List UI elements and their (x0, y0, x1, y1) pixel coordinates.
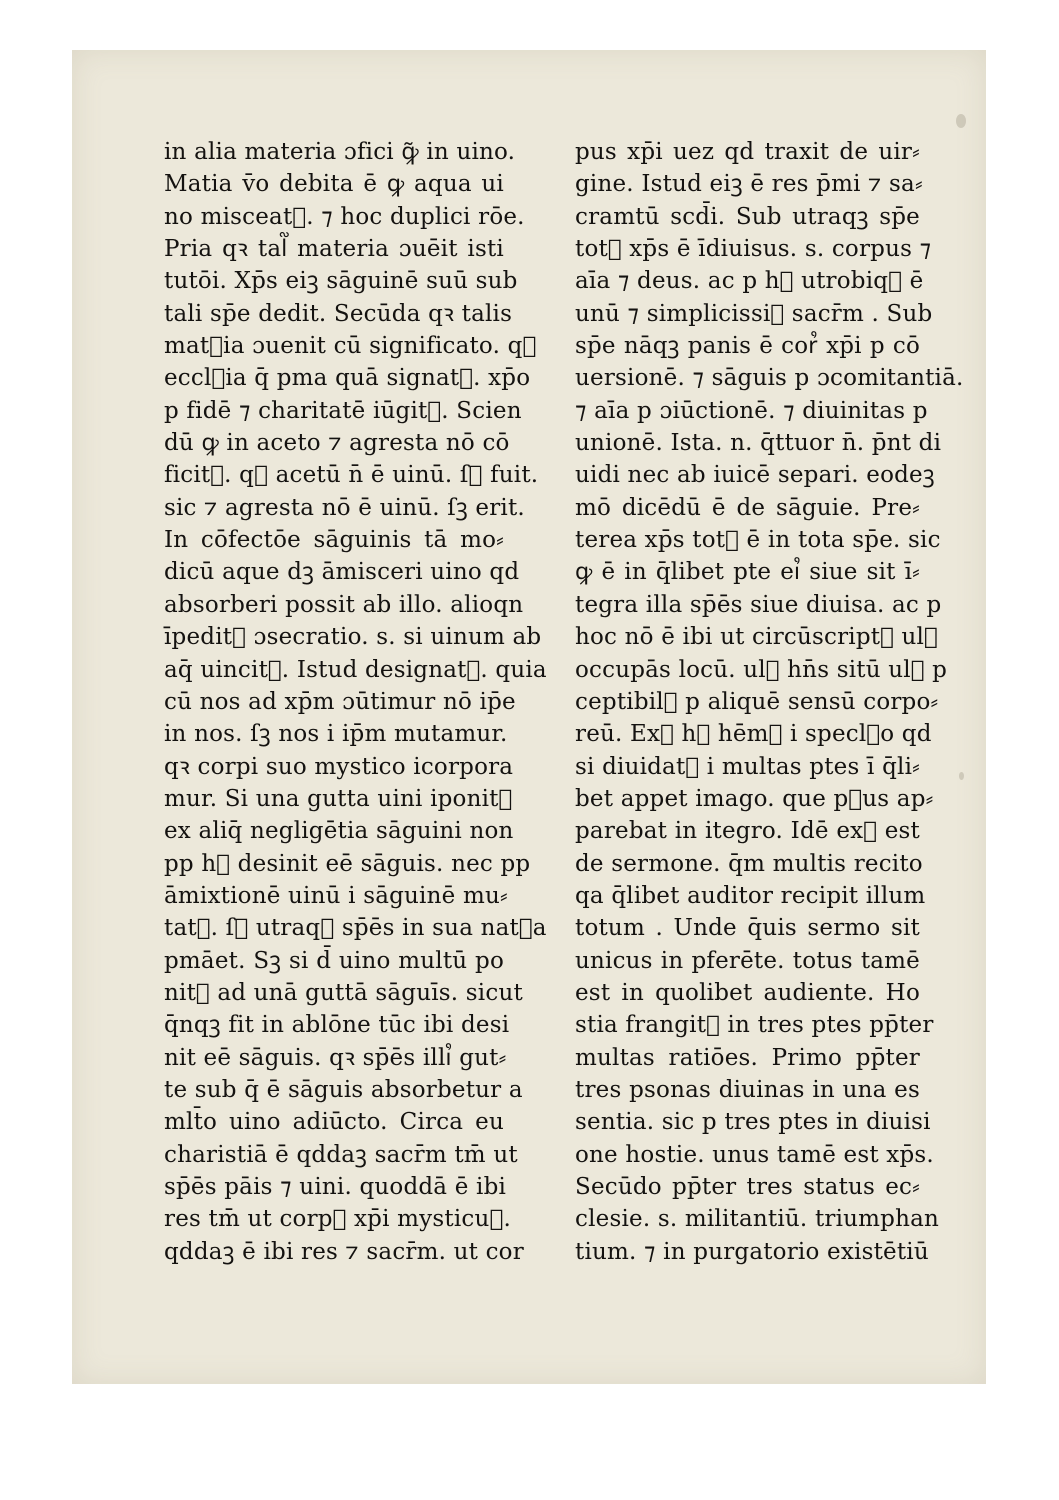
text-line: dū ꝙ in aceto ⁊ agresta nō cō (164, 430, 510, 457)
text-line: qa q̄libet auditor recipit illum (575, 882, 926, 909)
text-line: de sermone. q̄m multis recito (575, 850, 923, 877)
text-line: aq̄ uincit᷑. Istud designat᷑. quia (164, 656, 547, 683)
text-line: q̄nqꝫ fit in ablōne tūc ibi desi (164, 1012, 510, 1039)
text-line: bet appet imago. que p᷒us ap⸗ (575, 785, 934, 812)
text-line: in nos. ſꝫ nos i ip̄m mutamur. (164, 721, 508, 748)
text-line: nit᷑ ad unā guttā sāguīs. sicut (164, 979, 523, 1006)
text-line: uidi nec ab iuicē separi. eodeꝫ (575, 462, 935, 489)
text-line: sic ⁊ agresta nō ē uinū. ſꝫ erit. (164, 494, 525, 521)
page-smudge (956, 114, 966, 128)
text-line: Secūdo pp̄ter tres status ec⸗ (575, 1174, 920, 1200)
text-line: te sub q̄ ē sāguis absorbetur a (164, 1076, 523, 1103)
text-line: sentia. sic p tres ptes in diuisi (575, 1109, 931, 1136)
text-line: ex aliq̄ negligētia sāguini non (164, 818, 514, 845)
text-line: āmixtionē uinū i sāguinē mu⸗ (164, 882, 508, 909)
text-line: sp̄ēs pāis ⁊ uini. quoddā ē ibi (164, 1174, 507, 1200)
text-line: qddaꝫ ē ibi res ⁊ sacr̄m. ut cor (164, 1238, 524, 1265)
text-line: stia frangit᷑ in tres ptes pp̄ter (575, 1012, 934, 1039)
text-line: cramtū scd̄i. Sub utraqꝫ sp̄e (575, 203, 920, 230)
text-line: ceptibil᷑ p aliquē sensū corpo⸗ (575, 688, 939, 715)
text-line: one hostie. unus tamē est xp̄s. (575, 1141, 934, 1168)
text-line: unionē. Ista. n. q̄ttuor n̄. p̄nt di (575, 430, 942, 457)
page-smudge (959, 772, 964, 780)
text-line: pp h᷒ desinit eē sāguis. nec pp (164, 850, 531, 877)
text-line: qꝛ corpi suo mystico icorpora (164, 753, 514, 780)
text-line: tres psonas diuinas in una es (575, 1076, 920, 1103)
text-line: unicus in pferēte. totus tamē (575, 947, 920, 974)
text-line: clesie. s. militantiū. triumphan (575, 1206, 940, 1233)
text-line: tutōi. Xp̄s eiꝫ sāguinē suū sub (164, 268, 518, 295)
text-line: charistiā ē qddaꝫ sacr̄m tm̄ ut (164, 1141, 518, 1168)
text-line: multas ratiōes. Primo pp̄ter (575, 1044, 920, 1071)
text-line: nit eē sāguis. qꝛ sp̄ēs illi᷒ gut⸗ (164, 1044, 507, 1071)
text-line: parebat in itegro. Idē ex᷒ est (575, 818, 920, 845)
text-line: unū ⁊ simplicissi᷒ sacr̄m . Sub (575, 300, 933, 327)
text-line: tot᷒ xp̄s ē īdiuisus. s. corpus ⁊ (575, 236, 932, 263)
text-line: mur. Si una gutta uini iponit᷑ (164, 785, 513, 812)
text-line: īpedit᷑ ɔsecratio. s. si uinum ab (164, 624, 542, 651)
text-line: hoc nō ē ibi ut circūscript᷒ ul᷑ (575, 624, 938, 651)
text-line: mat᷑ia ɔuenit cū significato. qꝛ (164, 333, 537, 360)
text-line: mō dicēdū ē de sāguie. Pre⸗ (575, 494, 920, 521)
text-line: terea xp̄s tot᷒ ē in tota sp̄e. sic (575, 527, 941, 554)
text-line: totum . Unde q̄uis sermo sit (575, 915, 920, 942)
text-line: gine. Istud eiꝫ ē res p̄mi ⁊ sa⸗ (575, 171, 923, 198)
text-line: cū nos ad xp̄m ɔūtimur nō ip̄e (164, 688, 516, 715)
right-text-column (575, 136, 964, 1268)
text-line: absorberi possit ab illo. alioqn (164, 591, 524, 618)
text-line: p fidē ⁊ charitatē iūgit᷑. Scien (164, 397, 522, 424)
text-line: tium. ⁊ in purgatorio existētiū (575, 1238, 929, 1265)
text-line: ⁊ aīa p ɔiūctionē. ⁊ diuinitas p (575, 397, 928, 424)
text-line: tegra illa sp̄ēs siue diuisa. ac p (575, 591, 942, 618)
text-line: Matia v̄o debita ē ꝙ aqua ui (164, 171, 504, 198)
text-line: pmāet. Sꝫ si d̄ uino multū po (164, 947, 504, 974)
text-line: ꝙ ē in q̄libet pte ei᷒ siue sit ī⸗ (575, 559, 920, 586)
text-line: res tm̄ ut corp᷒ xp̄i mysticuꝫ. (164, 1206, 511, 1233)
text-line: in alia materia ɔfici ꝙ̃ in uino. (164, 139, 516, 165)
text-line: uersionē. ⁊ sāguis p ɔcomitantiā. (575, 365, 964, 392)
text-line: reū. Ex᷒ h᷒ hēm᷒ i specl᷑o qd (575, 721, 932, 748)
text-line: mlt̄o uino adiūcto. Circa eu (164, 1109, 504, 1136)
text-line: tat᷑. ſꝫ utraqꝫ sp̄ēs in sua nat᷑a (164, 915, 547, 942)
left-text-column (164, 136, 547, 1268)
text-line: Pria qꝛ tal᷑ materia ɔuēit isti (164, 236, 504, 263)
text-line: si diuidat᷑ i multas ptes ī q̄li⸗ (575, 753, 920, 780)
text-line: sp̄e nāqꝫ panis ē cor᷒ xp̄i p cō (575, 333, 920, 360)
text-line: est in quolibet audiente. Ho (575, 979, 920, 1006)
text-line: no misceat᷑. ⁊ hoc duplici rōe. (164, 203, 525, 230)
text-line: occupās locū. ul᷑ hn̄s sitū ul᷑ p (575, 656, 948, 683)
text-line: pus xp̄i uez qd traxit de uir⸗ (575, 139, 920, 165)
manuscript-page (72, 50, 986, 1384)
text-line: ficit᷑. qꝛ acetū n̄ ē uinū. ſꝫ fuit. (164, 462, 539, 489)
text-line: In cōfectōe sāguinis tā mo⸗ (164, 527, 504, 554)
text-line: aīa ⁊ deus. ac p h᷒ utrobiqꝫ ē (575, 268, 924, 295)
text-line: tali sp̄e dedit. Secūda qꝛ talis (164, 300, 513, 327)
text-line: eccl᷑ia q̄ pma quā signat᷑. xp̄o (164, 365, 531, 392)
text-line: dicū aque dꝫ āmisceri uino qd (164, 559, 520, 586)
